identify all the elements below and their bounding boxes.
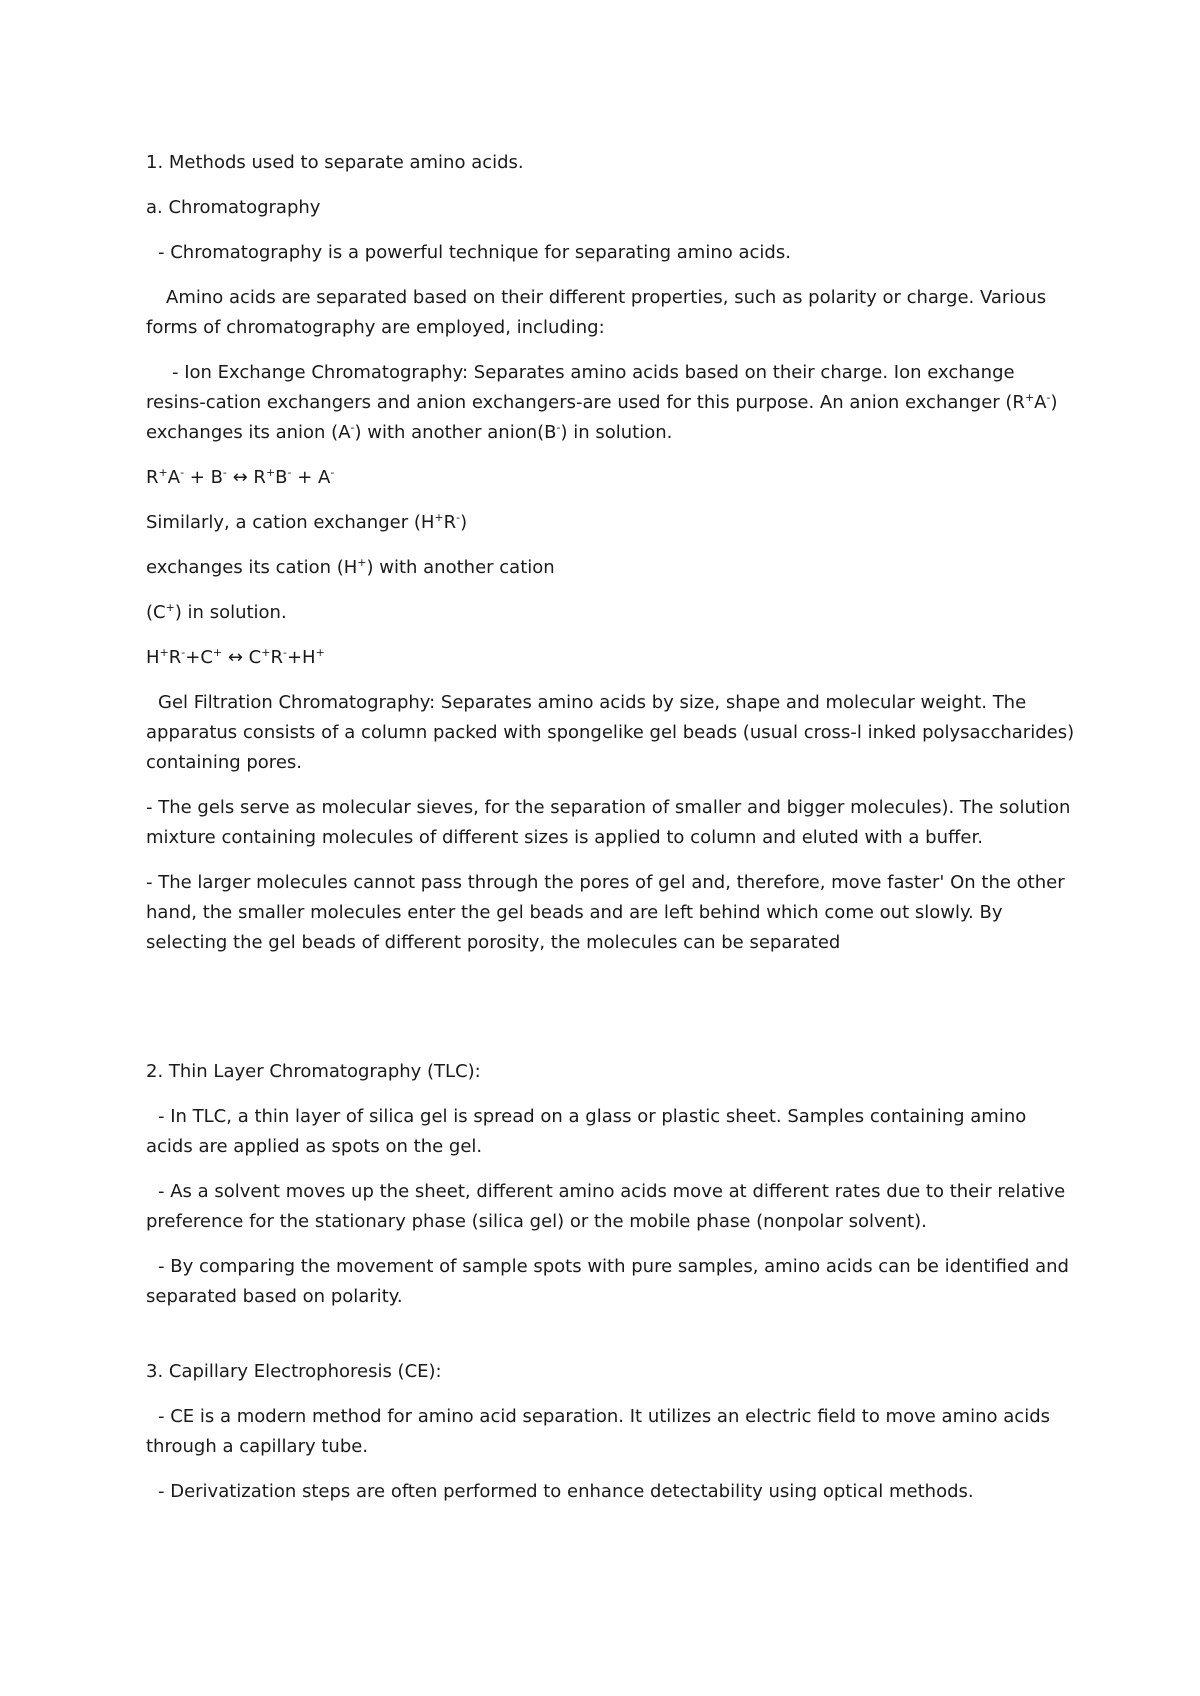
section-spacer	[146, 973, 1076, 1057]
section-1-title: 1. Methods used to separate amino acids.	[146, 152, 524, 173]
ion-exchange-paragraph: - Ion Exchange Chromatography: Separates amino acids based on their charge. Ion exchange resins-cation exchangers and anion exchangers-are used for this purpose. An anion exchanger (R+A-) exchanges its anion (A-) with another anion(B-) in solution.	[146, 362, 1058, 443]
section-3-title: 3. Capillary Electrophoresis (CE):	[146, 1361, 442, 1382]
document-body	[146, 148, 1076, 1522]
ce-paragraph-1: - CE is a modern method for amino acid separation. It utilizes an electric field to move amino acids through a capillary tube.	[146, 1406, 1050, 1457]
gel-larger-molecules-paragraph: - The larger molecules cannot pass through the pores of gel and, therefore, move faster' On the other hand, the smaller molecules enter the gel beads and are left behind which come out slowly. By selecting the gel beads of different porosity, the molecules can be separated	[146, 872, 1065, 953]
tlc-paragraph-3: - By comparing the movement of sample spots with pure samples, amino acids can be identified and separated based on polarity.	[146, 1256, 1069, 1307]
cation-exchange-equation: H+R-+C+ ↔ C+R-+H+	[146, 646, 325, 668]
section-1-subtitle: a. Chromatography	[146, 197, 321, 218]
anion-exchange-equation: R+A- + B- ↔ R+B- + A-	[146, 466, 335, 488]
cation-exchanger-line: Similarly, a cation exchanger (H+R-)	[146, 511, 468, 533]
cation-solution-line: (C+) in solution.	[146, 601, 287, 623]
ce-paragraph-2: - Derivatization steps are often performed to enhance detectability using optical methods.	[158, 1481, 974, 1502]
chromatography-intro: - Chromatography is a powerful technique for separating amino acids.	[158, 242, 791, 263]
tlc-paragraph-2: - As a solvent moves up the sheet, different amino acids move at different rates due to their relative preference for the stationary phase (silica gel) or the mobile phase (nonpolar solvent).	[146, 1181, 1066, 1232]
tlc-paragraph-1: - In TLC, a thin layer of silica gel is spread on a glass or plastic sheet. Samples containing amino acids are applied as spots on the gel.	[146, 1106, 1027, 1157]
section-spacer	[146, 1327, 1076, 1357]
gel-sieves-paragraph: - The gels serve as molecular sieves, for the separation of smaller and bigger molecules). The solution mixture containing molecules of different sizes is applied to column and eluted with a buffer.	[146, 797, 1071, 848]
chromatography-properties: Amino acids are separated based on their different properties, such as polarity or charge. Various forms of chromatography are employed, including:	[146, 287, 1047, 338]
gel-filtration-paragraph: Gel Filtration Chromatography: Separates amino acids by size, shape and molecular weight. The apparatus consists of a column packed with spongelike gel beads (usual cross-l inked polysaccharides) containing pores.	[146, 692, 1075, 773]
section-2-title: 2. Thin Layer Chromatography (TLC):	[146, 1061, 481, 1082]
cation-exchange-line: exchanges its cation (H+) with another cation	[146, 556, 555, 578]
